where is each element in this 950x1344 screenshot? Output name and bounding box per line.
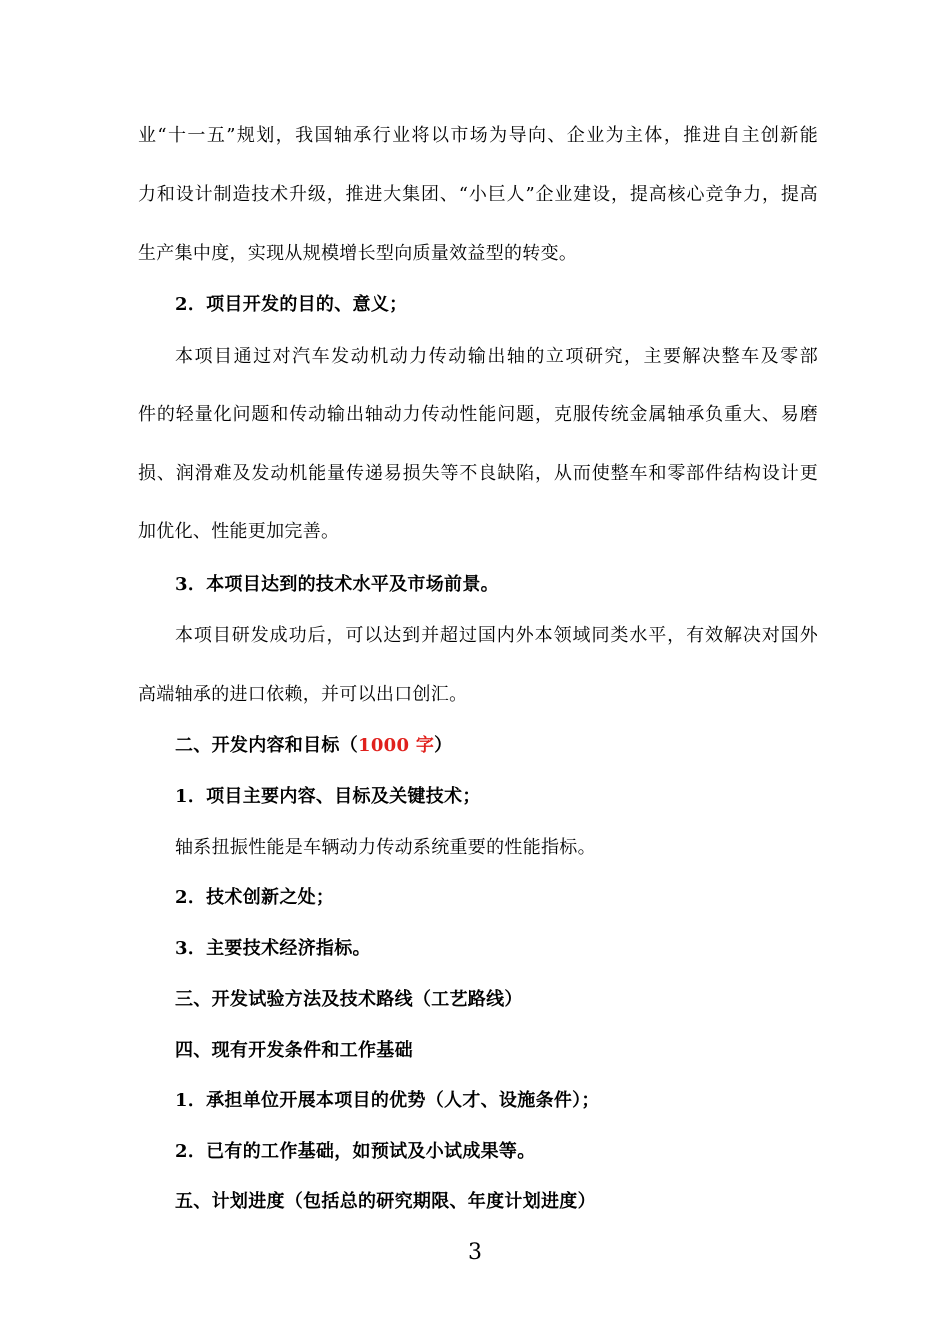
section-heading-5: 五、计划进度（包括总的研究期限、年度计划进度） [175, 1191, 596, 1212]
section-heading-2 [175, 734, 818, 758]
word-count-note: 1000 字 [358, 735, 435, 756]
subheading-innovation: 2．技术创新之处； [175, 887, 335, 908]
paragraph-line: 业“十一五”规划，我国轴承行业将以市场为导向、企业为主体，推进自主创新能 [138, 125, 818, 146]
paragraph-line: 本项目通过对汽车发动机动力传动输出轴的立项研究，主要解决整车及零部 [175, 346, 818, 367]
page-number: 3 [468, 1240, 482, 1265]
paragraph-line: 高端轴承的进口依赖，并可以出口创汇。 [138, 684, 468, 705]
subheading-content: 1．项目主要内容、目标及关键技术； [175, 786, 481, 807]
subheading-indicators: 3．主要技术经济指标。 [175, 938, 371, 959]
subheading-purpose: 2．项目开发的目的、意义； [175, 294, 408, 315]
section-heading-4: 四、现有开发条件和工作基础 [175, 1040, 413, 1061]
section-title: 二、开发内容和目标（ [175, 735, 358, 756]
paragraph-line: 件的轻量化问题和传动输出轴动力传动性能问题，克服传统金属轴承负重大、易磨 [138, 404, 818, 425]
subheading-advantage: 1．承担单位开展本项目的优势（人才、设施条件）； [175, 1090, 600, 1111]
section-title-close: ） [434, 735, 453, 756]
paragraph-line: 加优化、性能更加完善。 [138, 521, 340, 542]
paragraph-line: 损、润滑难及发动机能量传递易损失等不良缺陷，从而使整车和零部件结构设计更 [138, 463, 818, 484]
section-heading-3: 三、开发试验方法及技术路线（工艺路线） [175, 989, 523, 1010]
paragraph-line: 生产集中度，实现从规模增长型向质量效益型的转变。 [138, 243, 578, 264]
subheading-tech-level: 3．本项目达到的技术水平及市场前景。 [175, 574, 499, 595]
paragraph-line: 轴系扭振性能是车辆动力传动系统重要的性能指标。 [175, 837, 596, 858]
subheading-foundation: 2．已有的工作基础，如预试及小试成果等。 [175, 1141, 536, 1162]
paragraph-line: 力和设计制造技术升级，推进大集团、“小巨人”企业建设，提高核心竞争力，提高 [138, 184, 818, 205]
paragraph-line: 本项目研发成功后，可以达到并超过国内外本领域同类水平，有效解决对国外 [175, 625, 818, 646]
